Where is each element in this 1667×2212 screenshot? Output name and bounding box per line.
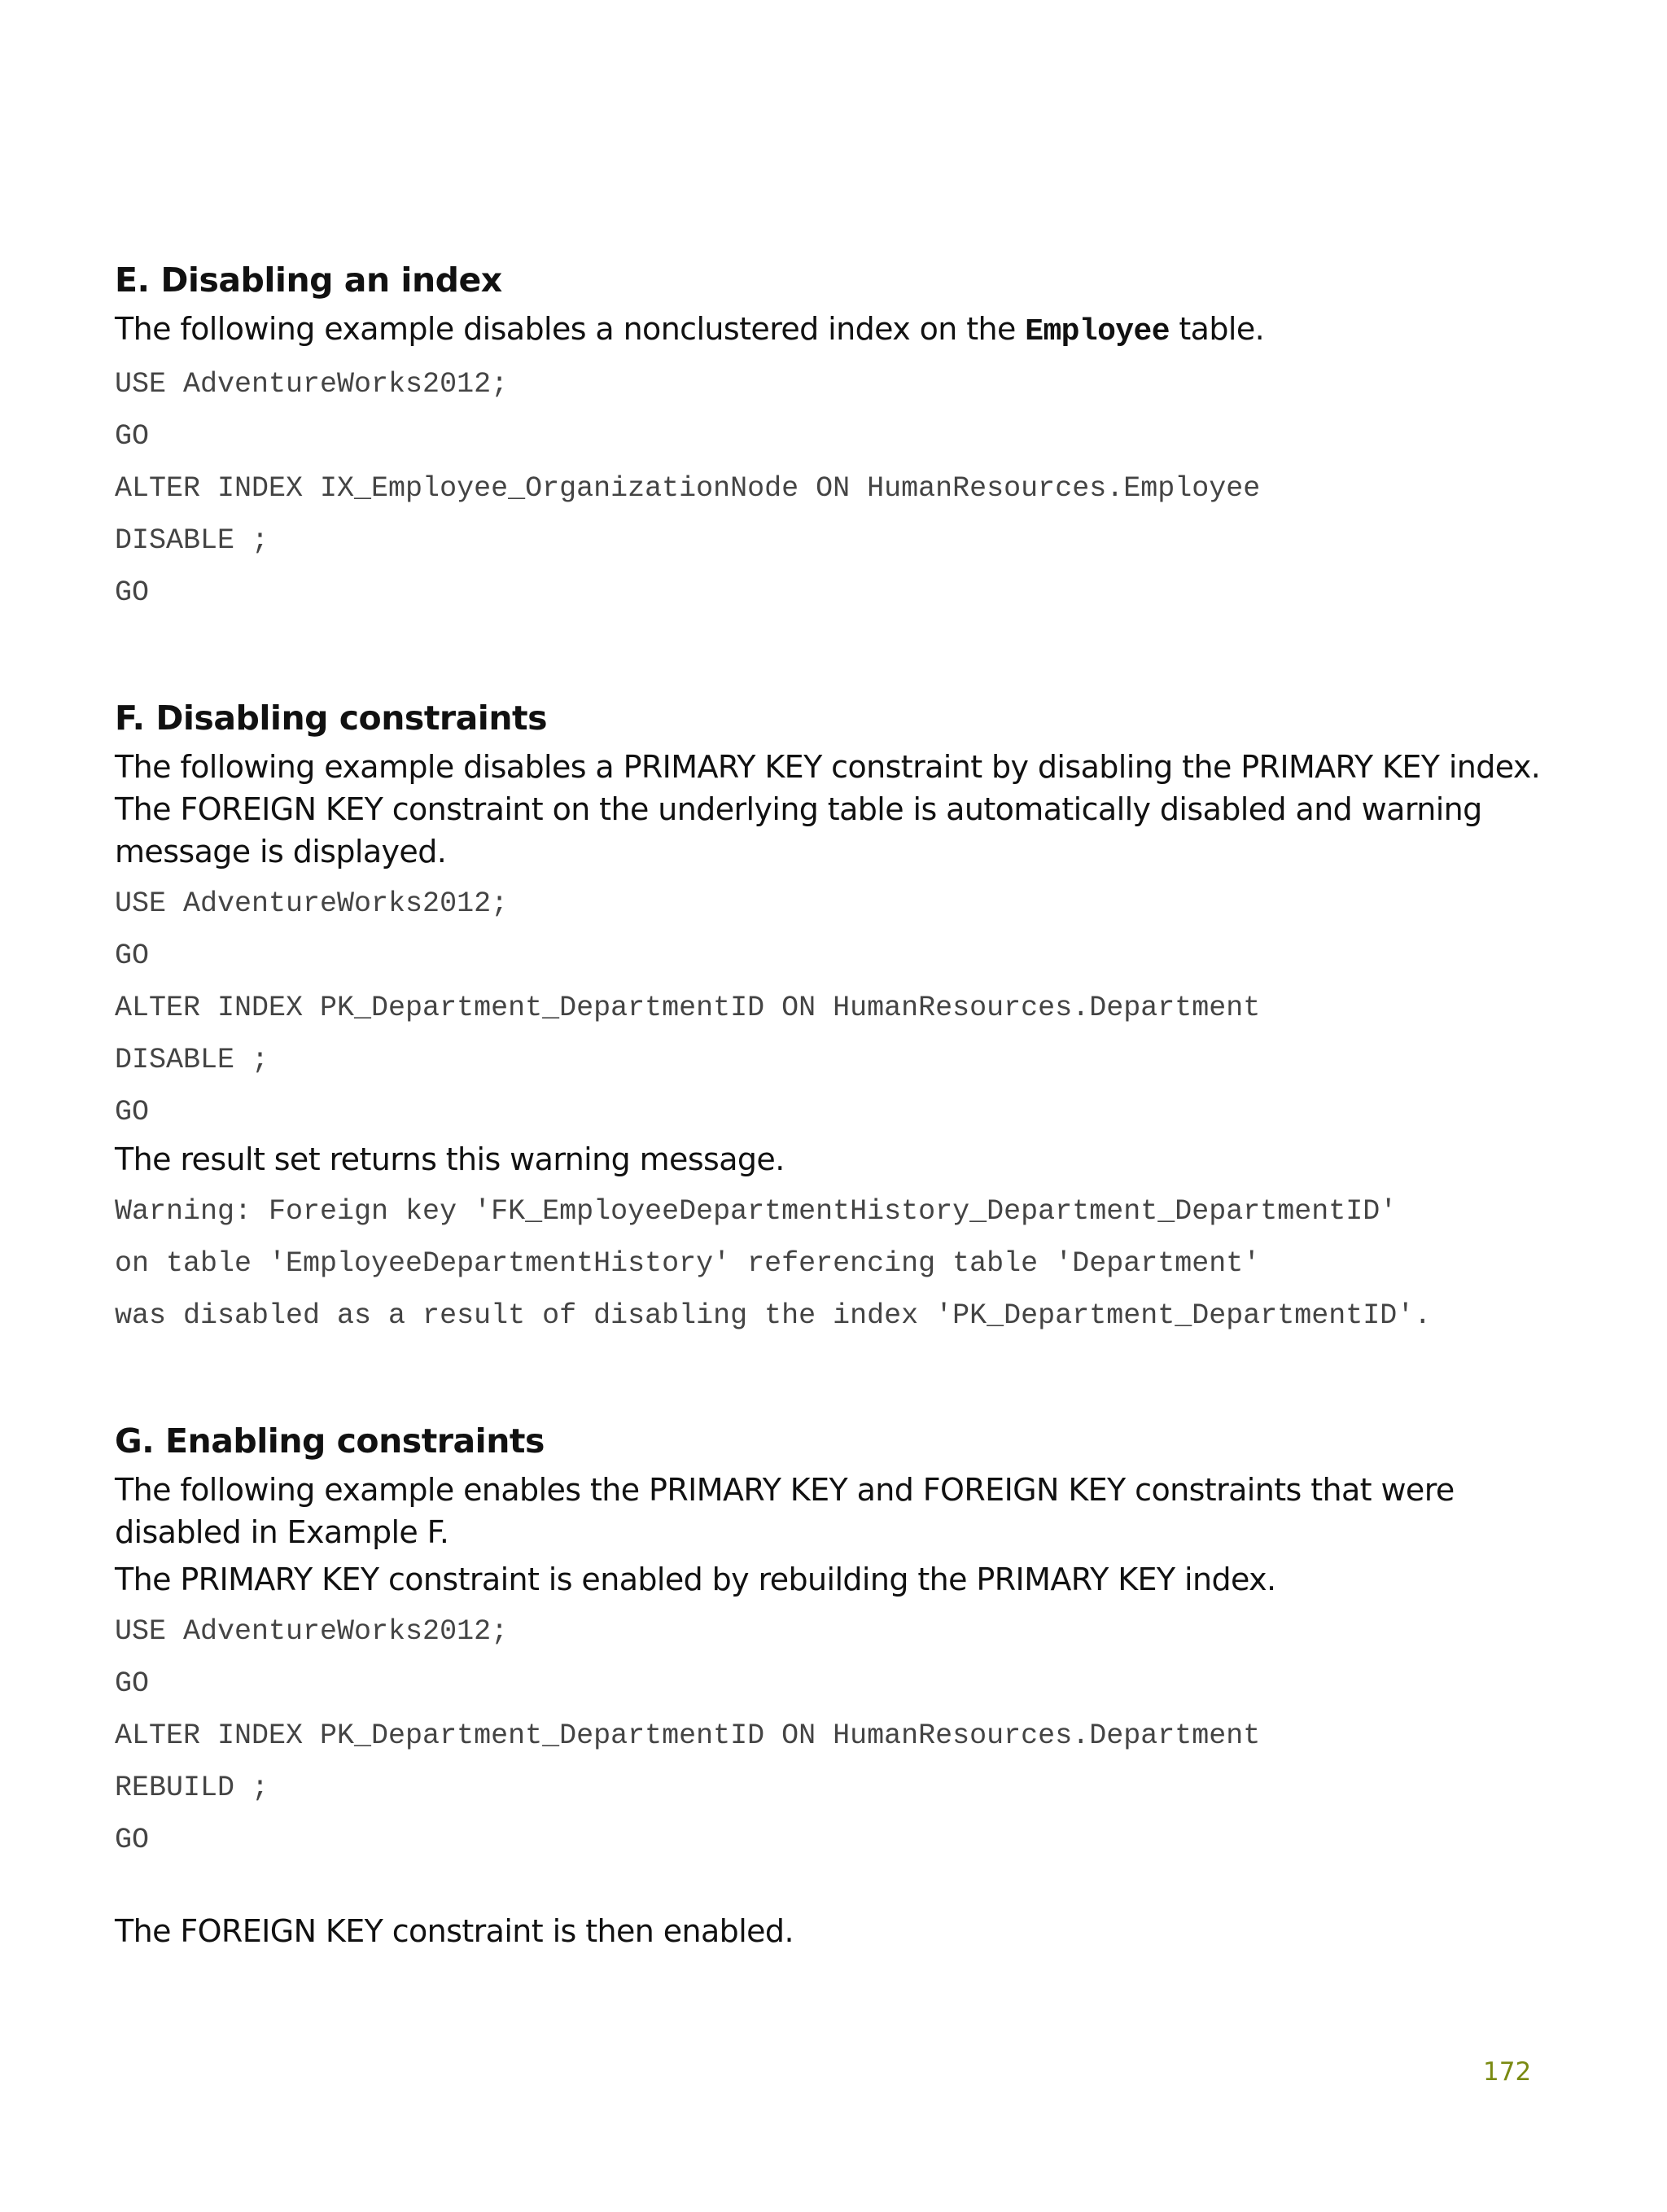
code-line: GO bbox=[115, 420, 150, 453]
page-number: 172 bbox=[1483, 2057, 1532, 2087]
intro-line: message is displayed. bbox=[115, 834, 447, 869]
code-line: ALTER INDEX PK_Department_DepartmentID ON HumanResources.Department bbox=[115, 992, 1261, 1024]
warning-line: on table 'EmployeeDepartmentHistory' referencing table 'Department' bbox=[115, 1247, 1261, 1280]
warning-line: was disabled as a result of disabling the index 'PK_Department_DepartmentID'. bbox=[115, 1299, 1432, 1332]
closing-text: The FOREIGN KEY constraint is then enabled. bbox=[115, 1913, 794, 1949]
section-enabling-constraints bbox=[115, 1418, 1572, 1952]
rebuild-text: The PRIMARY KEY constraint is enabled by rebuilding the PRIMARY KEY index. bbox=[115, 1562, 1276, 1597]
code-line: ALTER INDEX IX_Employee_OrganizationNode ON HumanResources.Employee bbox=[115, 472, 1261, 505]
code-line: REBUILD ; bbox=[115, 1772, 269, 1804]
code-line: GO bbox=[115, 1824, 150, 1856]
section-intro bbox=[115, 746, 1572, 873]
intro-text-end: table. bbox=[1169, 311, 1265, 347]
code-line: DISABLE ; bbox=[115, 1044, 269, 1076]
section-heading: F. Disabling constraints bbox=[115, 699, 548, 738]
document-page bbox=[115, 257, 1572, 1952]
inline-code-employee: Employee bbox=[1025, 314, 1170, 349]
section-intro bbox=[115, 308, 1572, 353]
result-text: The result set returns this warning message. bbox=[115, 1141, 785, 1177]
code-line: GO bbox=[115, 1096, 150, 1128]
section-disabling-an-index bbox=[115, 257, 1572, 619]
code-line: USE AdventureWorks2012; bbox=[115, 1615, 509, 1648]
section-disabling-constraints bbox=[115, 695, 1572, 1342]
section-heading: G. Enabling constraints bbox=[115, 1421, 545, 1461]
intro-line: The FOREIGN KEY constraint on the underlying table is automatically disabled and warning bbox=[115, 791, 1482, 827]
intro-text: The following example disables a nonclustered index on the bbox=[115, 311, 1026, 347]
code-line: GO bbox=[115, 940, 150, 972]
code-line: GO bbox=[115, 1667, 150, 1700]
code-line: USE AdventureWorks2012; bbox=[115, 887, 509, 920]
code-line: USE AdventureWorks2012; bbox=[115, 368, 509, 401]
section-intro bbox=[115, 1469, 1572, 1553]
code-block bbox=[115, 358, 1572, 619]
section-heading: E. Disabling an index bbox=[115, 261, 502, 300]
code-line: GO bbox=[115, 576, 150, 609]
code-line: ALTER INDEX PK_Department_DepartmentID ON HumanResources.Department bbox=[115, 1719, 1261, 1752]
warning-block bbox=[115, 1185, 1572, 1342]
code-block bbox=[115, 1605, 1572, 1866]
intro-line: The following example disables a PRIMARY KEY constraint by disabling the PRIMARY KEY index. bbox=[115, 749, 1541, 785]
intro-line: disabled in Example F. bbox=[115, 1514, 449, 1550]
warning-line: Warning: Foreign key 'FK_EmployeeDepartmentHistory_Department_DepartmentID' bbox=[115, 1195, 1398, 1228]
code-block bbox=[115, 878, 1572, 1138]
code-line: DISABLE ; bbox=[115, 524, 269, 557]
intro-line: The following example enables the PRIMARY KEY and FOREIGN KEY constraints that were bbox=[115, 1472, 1455, 1508]
